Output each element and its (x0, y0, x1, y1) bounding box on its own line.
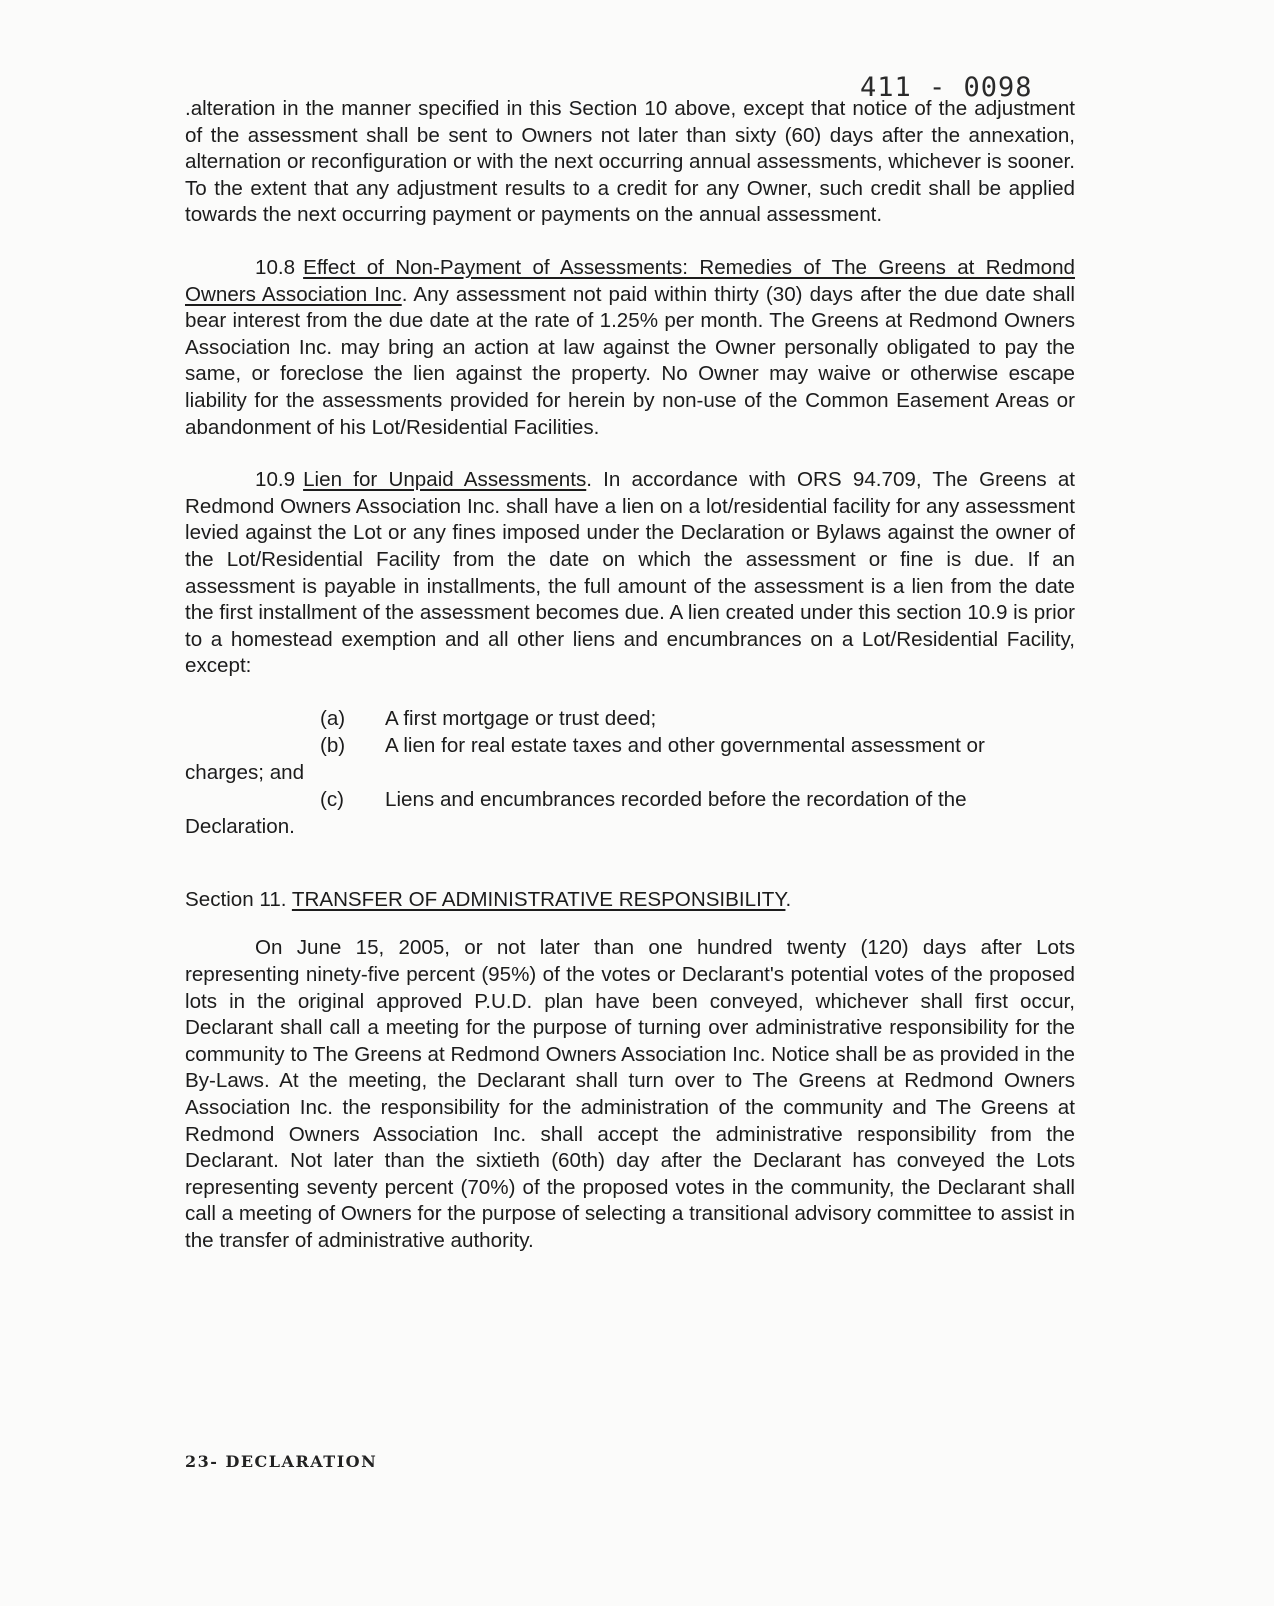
section-11-label: Section 11. (185, 887, 287, 911)
section-number-10-9: 10.9 (255, 468, 296, 492)
heading-10-9: Lien for Unpaid Assessments (303, 468, 587, 492)
exception-list (185, 706, 1075, 841)
exception-marker: (c) (320, 787, 345, 811)
exception-item-c (185, 787, 1075, 814)
exception-continuation: charges; and (185, 760, 305, 784)
exception-marker: (a) (320, 706, 346, 730)
page-footer: 23- DECLARATION (185, 1452, 378, 1471)
paragraph-10-8 (185, 255, 1075, 441)
document-body (185, 96, 1075, 1255)
paragraph-alteration: .alteration in the manner specified in this Section 10 above, except that notice of the adjustment of the assessment shall be sent to Owners not later than sixty (60) days after the annexation, alternation or reconfiguration or with the next occurring annual assessments, whichever is sooner. To the extent that any adjustment results to a credit for any Owner, such credit shall be applied towards the next occurring payment or payments on the annual assessment. (185, 97, 1075, 227)
heading-10-8: Effect of Non-Payment of Assessments: Remedies of The Greens at Redmond Owners Association Inc (185, 255, 1075, 306)
exception-text: A lien for real estate taxes and other governmental assessment or (385, 733, 985, 757)
recording-stamp: 411 - 0098 (860, 72, 1033, 103)
section-11-title: TRANSFER OF ADMINISTRATIVE RESPONSIBILITY (291, 887, 786, 911)
exception-continuation: Declaration. (185, 814, 295, 838)
body-10-8: . Any assessment not paid within thirty (30) days after the due date shall bear interest from the due date at the rate of 1.25% per month. The Greens at Redmond Owners Association Inc. may bring an action at law against the Owner personally obligated to pay the same, or foreclose the lien against the property. No Owner may waive or otherwise escape liability for the assessments provided for herein by non-use of the Common Easement Areas or abandonment of his Lot/Residential Facilities. (185, 282, 1075, 439)
exception-marker: (b) (320, 733, 346, 757)
section-11-title-end: . (785, 887, 792, 911)
section-11-body: On June 15, 2005, or not later than one hundred twenty (120) days after Lots representing ninety-five percent (95%) of the votes or Declarant's potential votes of the proposed lots in the original approved P.U.D. plan have been conveyed, whichever shall first occur, Declarant shall call a meeting for the purpose of turning over administrative responsibility for the community to The Greens at Redmond Owners Association Inc. Notice shall be as provided in the By-Laws. At the meeting, the Declarant shall turn over to The Greens at Redmond Owners Association Inc. the responsibility for the administration of the community and The Greens at Redmond Owners Association Inc. shall accept the administrative responsibility from the Declarant. Not later than the sixtieth (60th) day after the Declarant has conveyed the Lots representing seventy percent (70%) of the proposed votes in the community, the Declarant shall call a meeting of Owners for the purpose of selecting a transitional advisory committee to assist in the transfer of administrative authority. (185, 936, 1075, 1252)
exception-item-b (185, 733, 1075, 760)
section-number-10-8: 10.8 (255, 255, 296, 279)
exception-text: A first mortgage or trust deed; (385, 706, 657, 730)
body-10-9: . In accordance with ORS 94.709, The Greens at Redmond Owners Association Inc. shall have a lien on a lot/residential facility for any assessment levied against the Lot or any fines imposed under the Declaration or Bylaws against the owner of the Lot/Residential Facility from the date on which the assessment or fine is due. If an assessment is payable in installments, the full amount of the assessment is a lien from the date the first installment of the assessment becomes due. A lien created under this section 10.9 is prior to a homestead exemption and all other liens and encumbrances on a Lot/Residential Facility, except: (185, 468, 1075, 678)
section-11-heading (185, 887, 1075, 914)
exception-text: Liens and encumbrances recorded before the recordation of the (385, 787, 967, 811)
paragraph-10-9 (185, 467, 1075, 680)
exception-item-a (185, 706, 1075, 733)
